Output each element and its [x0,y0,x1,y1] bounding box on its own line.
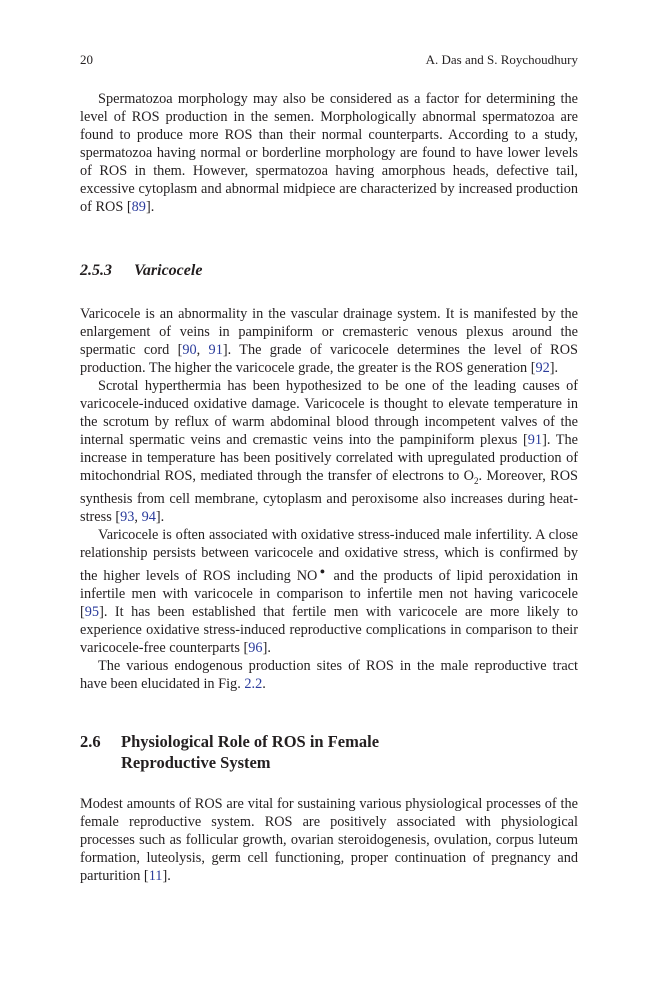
section-title: Varicocele [134,262,203,279]
radical-dot-superscript: ● [317,565,328,576]
subscript: 2 [473,475,479,486]
citation-link[interactable]: 91 [208,342,223,358]
citation-link[interactable]: 11 [148,868,163,884]
paragraph-scrotal-hyperthermia: Scrotal hyperthermia has been hypothesized to be one of the leading causes of varicocele-induced oxidative damage. Varicocele is thought to elevate temperature in the scrotum by reflux of warm abdominal blood through incompetent valves of the internal spermatic veins and cremastic veins into the pampiniform plexus [91]. The increase in temperature has been positively correlated with upregulated production of mitochondrial ROS, mediated through the transfer of electrons to $O_2$. Moreover, ROS synthesis from cell membrane, cytoplasm and peroxisome also increases during heat-stress [93, 94]. [80,378,578,525]
paragraph-varicocele-definition: Varicocele is an abnormality in the vascular drainage system. It is manifested by the enlargement of veins in pampiniform or cremasteric venous plexus around the spermatic cord [90, 91]. The grade of varicocele determines the level of ROS production. The higher the varicocele grade, the greater is the ROS generation [92]. [80,306,578,376]
section-title: Physiological Role of ROS in Female Reproductive System [121,732,380,772]
citation-link[interactable]: 89 [131,199,146,215]
paragraph-block-2 [80,305,578,693]
paragraph-morphology: Spermatozoa morphology may also be considered as a factor for determining the level of ROS production in the semen. Morphologically abnormal spermatozoa are found to produce more ROS than their normal counterparts. According to a study, spermatozoa having normal or borderline morphology are found to have lower levels of ROS in them. However, spermatozoa having amorphous heads, defective tail, excessive cytoplasm and abnormal midpiece are characterized by increased production of ROS [89]. [80,91,578,215]
running-head: A. Das and S. Roychoudhury [425,52,578,67]
paragraph-figure-reference: The various endogenous production sites of ROS in the male reproductive tract have been elucidated in Fig. 2.2. [80,657,578,692]
section-heading-varicocele [80,262,202,280]
section-heading-physiological-role [80,731,451,773]
citation-link[interactable]: 94 [141,508,156,525]
paragraph-female-reproductive: Modest amounts of ROS are vital for sustaining various physiological processes of the female reproductive system. ROS are positively associated with physiological processes such as follicular growth, ovarian steroidogenesis, ovulation, corpus luteum formation, luteolysis, germ cell functioning, proper continuation of pregnancy and parturition [11]. [80,796,578,884]
citation-link[interactable]: 93 [120,508,135,525]
page-number: 20 [80,52,93,67]
citation-link[interactable]: 96 [248,639,263,656]
figure-link[interactable]: 2.2 [244,675,263,692]
paragraph-block-3 [80,795,578,885]
citation-link[interactable]: 90 [182,342,197,358]
section-number: 2.6 [80,732,101,751]
citation-link[interactable]: 95 [84,603,100,620]
citation-link[interactable]: 92 [535,360,550,376]
paragraph-male-infertility: Varicocele is often associated with oxidative stress-induced male infertility. A close relationship persists between varicocele and oxidative stress, which is confirmed by the higher levels of ROS including NO● and the products of lipid peroxidation in infertile men with varicocele in comparison to infertile men not having varicocele [95]. It has been established that fertile men with varicocele are more likely to experience oxidative stress-induced reproductive complications in comparison to their varicocele-free counterparts [96]. [80,526,578,656]
paragraph-block-1 [80,90,578,216]
citation-link[interactable]: 91 [527,432,543,448]
page-header [80,52,578,72]
section-number: 2.5.3 [80,262,112,279]
